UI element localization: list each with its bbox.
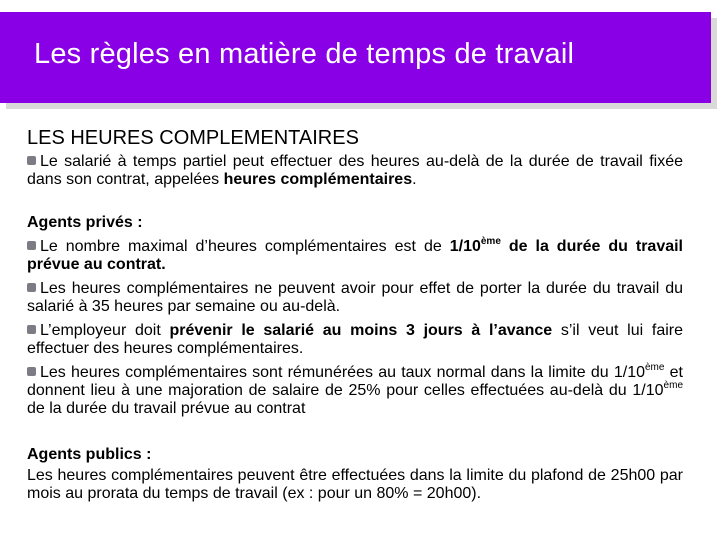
prives-heading: Agents privés : [27,214,143,231]
prives-b3-text-2: s’il veut lui faire effectuer des heures complémentaires. [27,322,683,357]
intro-bold: heures complémentaires [223,171,413,188]
bullet-icon [27,367,36,376]
prives-b1-sup: ème [480,236,501,247]
prives-b4-text-2: et donnent lieu à une majoration de salaire de 25% pour celles effectuées au-delà du 1/10 [27,364,684,399]
prives-b1-bold: 1/10 [449,238,481,255]
prives-b4-text-3: de la durée du travail prévue au contrat [27,400,306,417]
intro-text: Le salarié à temps partiel peut effectuer des heures au-delà de la durée de travail fixée dans son contrat, appelées [27,153,683,188]
intro-paragraph [27,153,683,189]
prives-b4-sup-1: ème [645,362,665,373]
prives-b2-text: Les heures complémentaires ne peuvent avoir pour effet de porter la durée du travail du salarié à 35 heures par semaine ou au-delà. [27,280,683,315]
bullet-icon [27,283,36,292]
prives-bullet-1 [27,238,683,274]
prives-b1-text: Le nombre maximal d’heures complémentaires est de [40,238,450,255]
bullet-icon [27,325,36,334]
prives-b3-text: L’employeur doit [40,322,170,339]
section-title: LES HEURES COMPLEMENTAIRES [27,127,359,149]
publics-heading: Agents publics : [27,446,152,463]
prives-b4-text: Les heures complémentaires sont rémunérées au taux normal dans la limite du 1/10 [40,364,645,381]
prives-b4-sup-2: ème [663,380,683,391]
publics-text: Les heures complémentaires peuvent être effectuées dans la limite du plafond de 25h00 par mois au prorata du temps de travail (ex : pour un 80% = 20h00). [27,467,683,502]
bullet-icon [27,241,36,250]
prives-b1-bold-2: de la durée du travail prévue au contrat. [27,238,684,273]
prives-bullet-2 [27,280,683,316]
slide-content [27,124,683,503]
slide-title: Les règles en matière de temps de travail [34,38,575,70]
intro-end: . [412,171,417,188]
bullet-icon [27,156,36,165]
prives-bullet-3 [27,322,683,358]
title-bar [0,12,711,103]
prives-bullet-4 [27,364,683,418]
prives-b3-bold: prévenir le salarié au moins 3 jours à l’avance [169,322,553,339]
